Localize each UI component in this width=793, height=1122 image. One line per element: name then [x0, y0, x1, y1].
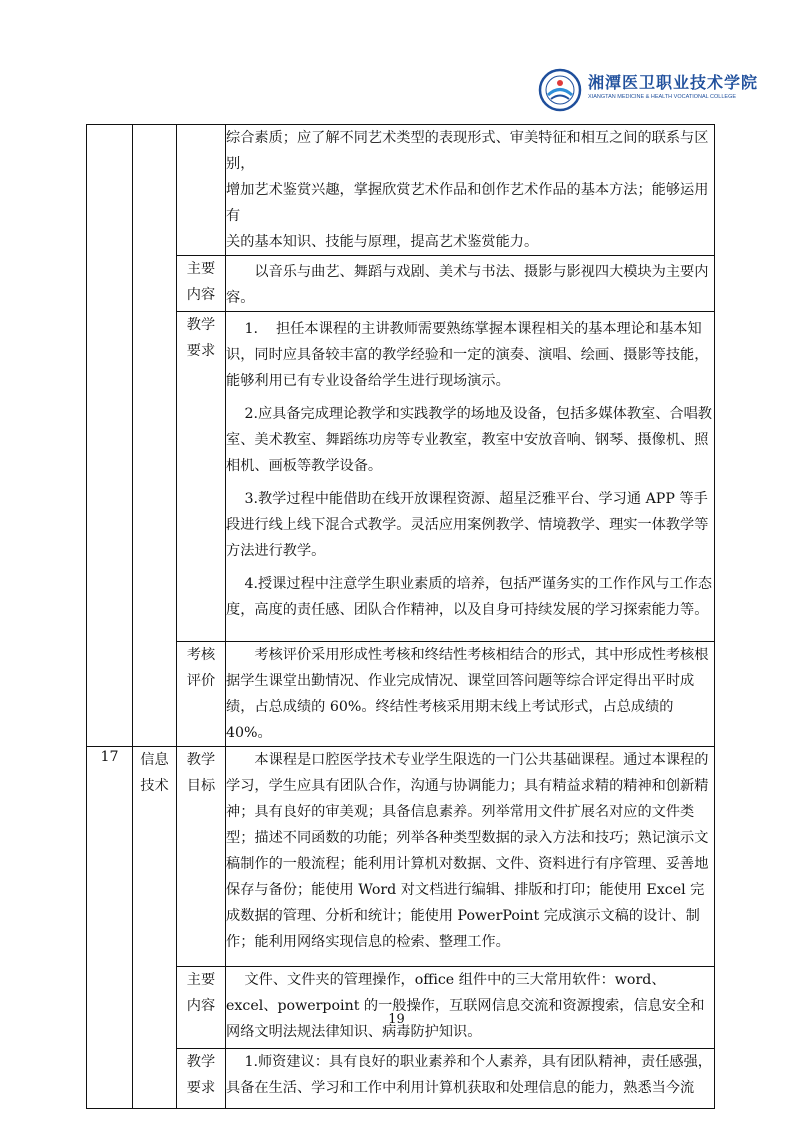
- goal-text: 本课程是口腔医学技术专业学生限选的一门公共基础课程。通过本课程的学习，学生应具有团队合作，沟通与协调能力；具有精益求精的精神和创新精神；具有良好的审美观；具备信息素养。列举常用文件扩展名对应的文件类型；描述不同函数的功能；列举各种类型数据的录入方法和技巧；熟记演示文稿制作的一般流程；能利用计算机对数据、文件、资料进行有序管理、妥善地保存与备份；能使用 Word 对文档进行编辑、排版和打印；能使用 Excel 完成数据的管理、分析和统计；能使用 PowerPoint 完成演示文稿的设计、制作；能利用网络实现信息的检索、整理工作。: [226, 752, 709, 950]
- requirement-item: 3.教学过程中能借助在线开放课程资源、超星泛雅平台、学习通 APP 等手段进行线上线下混合式教学。灵活应用案例教学、情境教学、理实一体教学等方法进行教学。: [226, 491, 709, 559]
- content-text: 文件、文件夹的管理操作，office 组件中的三大常用软件：word、excel、powerpoint 的一般操作，互联网信息交流和资源搜索，信息安全和网络文明法规法律知识、病毒防护知识。: [226, 972, 705, 1040]
- table-row: [87, 967, 715, 1049]
- text-line: 增加艺术鉴赏兴趣，掌握欣赏艺术作品和创作艺术作品的基本方法；能够运用有: [226, 182, 709, 224]
- requirement-item: 4.授课过程中注意学生职业素质的培养，包括严谨务实的工作作风与工作态度，高度的责任感、团队合作精神，以及自身可持续发展的学习探索能力等。: [226, 576, 712, 618]
- goal-text-continued: [226, 125, 715, 256]
- page-number: 19: [388, 1012, 405, 1027]
- text-line: 综合素质；应了解不同艺术类型的表现形式、审美特征和相互之间的联系与区别，: [226, 130, 709, 172]
- assessment-text: 考核评价采用形成性考核和终结性考核相结合的形式，其中形成性考核根据学生课堂出勤情况、作业完成情况、课堂回答问题等综合评定得出平时成绩，占总成绩的 60%。终结性考核采用期末线上考试形式，占总成绩的 40%。: [226, 647, 709, 741]
- school-name-cn: 湘潭医卫职业技术学院: [588, 73, 759, 92]
- college-emblem-icon: [538, 68, 582, 112]
- item-label: 考核 评价: [177, 642, 226, 747]
- table-row: [87, 747, 715, 967]
- item-label: 主要 内容: [177, 256, 226, 312]
- text-line: 关的基本知识、技能与原理，提高艺术鉴赏能力。: [226, 234, 539, 250]
- table-row: [87, 642, 715, 747]
- school-name-en: XIANGTAN MEDICINE & HEALTH VOCATIONAL COLLEGE: [588, 94, 737, 100]
- table-row: [87, 312, 715, 642]
- requirement-item: 2.应具备完成理论教学和实践教学的场地及设备，包括多媒体教室、合唱教室、美术教室、舞蹈练功房等专业教室，教室中安放音响、钢琴、摄像机、照相机、画板等教学设备。: [226, 406, 712, 474]
- course-table: [86, 124, 715, 1109]
- table-row: [87, 256, 715, 312]
- table-row: [87, 125, 715, 256]
- content-text: 以音乐与曲艺、舞蹈与戏剧、美术与书法、摄影与影视四大模块为主要内容。: [226, 264, 709, 306]
- requirement-text: 1.师资建议：具有良好的职业素养和个人素养，具有团队精神，责任感强，具备在生活、学习和工作中利用计算机获取和处理信息的能力，熟悉当今流: [226, 1054, 712, 1096]
- course-name: 信息 技术: [133, 747, 177, 1109]
- requirement-item: 1. 担任本课程的主讲教师需要熟练掌握本课程相关的基本理论和基本知识，同时应具备较丰富的教学经验和一定的演奏、演唱、绘画、摄影等技能，能够利用已有专业设备给学生进行现场演示。: [226, 321, 709, 389]
- item-label: 教学 要求: [177, 1049, 226, 1109]
- course-number: 17: [87, 747, 133, 1109]
- college-logo: [538, 68, 759, 116]
- table-row: [87, 1049, 715, 1109]
- item-label: 教学 要求: [177, 312, 226, 642]
- item-label: 主要 内容: [177, 967, 226, 1049]
- item-label: 教学 目标: [177, 747, 226, 967]
